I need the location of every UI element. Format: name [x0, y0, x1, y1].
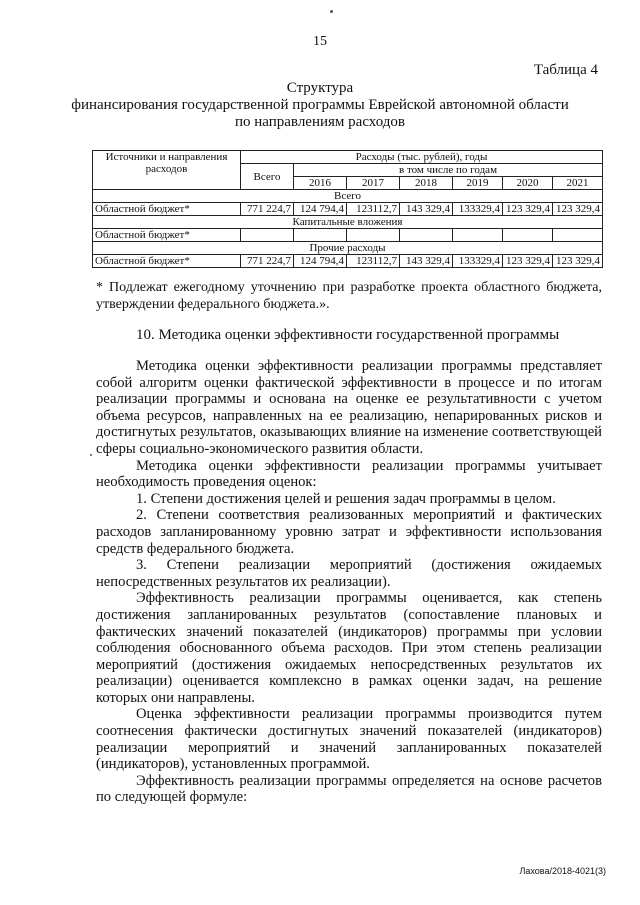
table-row: [93, 203, 603, 216]
year-header: 2019: [453, 177, 503, 190]
row-value: [294, 229, 347, 242]
section-title: Прочие расходы: [93, 242, 603, 255]
section-title: Капитальные вложения: [93, 216, 603, 229]
document-code: Лахова/2018-4021(3): [519, 866, 606, 876]
section-body: [96, 358, 602, 806]
list-item: 3. Степени реализации мероприятий (достижения ожидаемых непосредственных результатов их реализации).: [96, 557, 602, 590]
row-total: 771 224,7: [241, 255, 294, 268]
scan-speck: [330, 10, 333, 13]
row-value: 124 794,4: [294, 255, 347, 268]
row-source: Областной бюджет*: [93, 255, 241, 268]
row-value: [553, 229, 603, 242]
paragraph: Методика оценки эффективности реализации программы представляет собой алгоритм оценки фактической эффективности в процессе и по итогам реализации программы и основана на оценке ее результативности с учетом объема ресурсов, направленных на ее реализацию, непарированных рисков и достигнутых результатов, оказывающих влияние на изменение соответствующей сферы социально-экономического развития области.: [96, 358, 602, 457]
row-value: 123112,7: [347, 203, 400, 216]
section-row: [93, 242, 603, 255]
paragraph: Методика оценки эффективности реализации программы учитывает необходимость проведения оценок:: [96, 457, 602, 491]
header-total: Всего: [241, 164, 294, 190]
row-value: [400, 229, 453, 242]
row-value: [503, 229, 553, 242]
year-header: 2020: [503, 177, 553, 190]
row-value: 123 329,4: [503, 255, 553, 268]
title-line: Структура: [286, 80, 354, 96]
row-source: Областной бюджет*: [93, 203, 241, 216]
title-line: по направлениям расходов: [234, 114, 405, 130]
table-row: [93, 229, 603, 242]
row-value: 123 329,4: [553, 203, 603, 216]
row-total: 771 224,7: [241, 203, 294, 216]
year-header: 2021: [553, 177, 603, 190]
header-source: Источники и направления расходов: [93, 151, 241, 190]
row-value: 124 794,4: [294, 203, 347, 216]
scan-speck: [90, 454, 92, 456]
section-row: [93, 190, 603, 203]
title-line: финансирования государственной программы Еврейской автономной области: [71, 97, 569, 113]
section-row: [93, 216, 603, 229]
section-heading: 10. Методика оценки эффективности государственной программы: [136, 327, 560, 343]
header-years-group: в том числе по годам: [294, 164, 603, 177]
row-source: Областной бюджет*: [93, 229, 241, 242]
row-value: 143 329,4: [400, 203, 453, 216]
year-header: 2017: [347, 177, 400, 190]
row-value: 123 329,4: [553, 255, 603, 268]
row-value: 123 329,4: [503, 203, 553, 216]
row-value: 123112,7: [347, 255, 400, 268]
table-footnote: * Подлежат ежегодному уточнению при разработке проекта областного бюджета, утверждении федерального бюджета.».: [96, 280, 602, 312]
section-title: Всего: [93, 190, 603, 203]
table-label: Таблица 4: [533, 62, 598, 78]
table-title: [0, 80, 640, 131]
paragraph: Эффективность реализации программы оценивается, как степень достижения запланированных результатов (сопоставление плановых и фактических значений показателей (индикаторов) программы при условии соблюдения обоснованного объема расходов. При этом степень реализации мероприятий (достижения ожидаемых непосредственных результатов их реализации) оценивается комплексно в рамках оценки задач, на решение которых они направлены.: [96, 590, 602, 706]
year-header: 2016: [294, 177, 347, 190]
table-row: [93, 255, 603, 268]
row-value: 133329,4: [453, 203, 503, 216]
row-value: [347, 229, 400, 242]
header-row: [93, 151, 603, 164]
year-header: 2018: [400, 177, 453, 190]
page-number: 15: [313, 34, 327, 49]
paragraph: Оценка эффективности реализации программы производится путем соотнесения фактически достигнутых значений показателей (индикаторов) реализации мероприятий и значений запланированных показателей (индикаторов), установленных программой.: [96, 706, 602, 773]
list-item: 1. Степени достижения целей и решения задач программы в целом.: [136, 490, 556, 507]
row-value: [453, 229, 503, 242]
row-value: 143 329,4: [400, 255, 453, 268]
row-total: [241, 229, 294, 242]
financing-table: [92, 150, 603, 268]
list-item: 2. Степени соответствия реализованных мероприятий и фактических расходов запланированному уровню затрат и эффективности использования средств федерального бюджета.: [96, 507, 602, 557]
row-value: 133329,4: [453, 255, 503, 268]
header-expenses: Расходы (тыс. рублей), годы: [241, 151, 603, 164]
paragraph: Эффективность реализации программы определяется на основе расчетов по следующей формуле:: [96, 772, 602, 806]
